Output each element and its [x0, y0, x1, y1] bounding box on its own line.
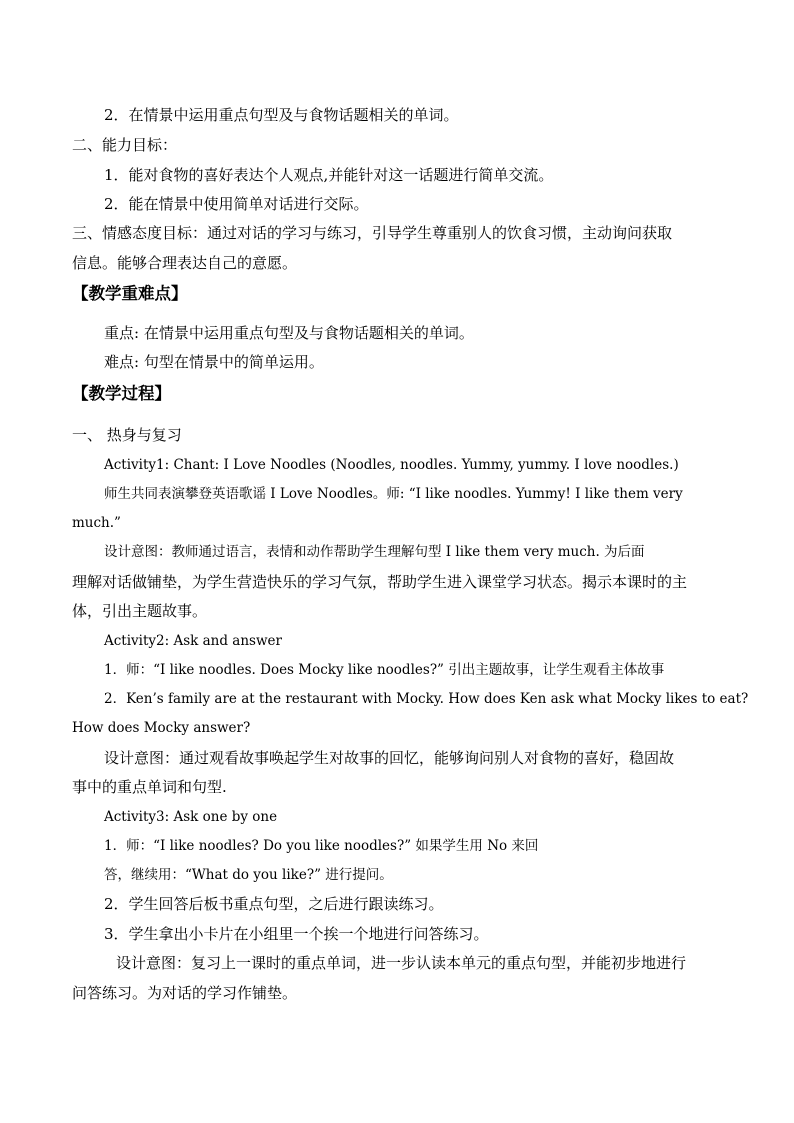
text-line: Activity2: Ask and answer	[104, 633, 282, 649]
text-line: 1．师：“I like noodles? Do you like noodles?” 如果学生用 No 来回	[104, 838, 539, 854]
text-line: much.”	[72, 515, 121, 531]
text-line: 事中的重点单词和句型.	[72, 778, 227, 796]
text-line: 3．学生拿出小卡片在小组里一个挨一个地进行问答练习。	[104, 925, 489, 943]
text-line: 2．Ken’s family are at the restaurant with Mocky. How does Ken ask what Mocky likes to eat?	[104, 691, 749, 707]
section-heading: 【教学重难点】	[72, 284, 188, 303]
section-heading: 【教学过程】	[72, 384, 171, 403]
text-line: How does Mocky answer?	[72, 720, 251, 736]
text-line: 1．师：“I like noodles. Does Mocky like noodles?” 引出主题故事，让学生观看主体故事	[104, 662, 665, 678]
text-line: 设计意图：通过观看故事唤起学生对故事的回忆，能够询问别人对食物的喜好，稳固故	[104, 749, 675, 767]
text-line: 答，继续用：“What do you like?” 进行提问。	[104, 867, 393, 883]
text-line: 体，引出主题故事。	[72, 602, 208, 620]
text-line: Activity3: Ask one by one	[104, 809, 278, 825]
text-line: 信息。能够合理表达自己的意愿。	[72, 254, 298, 272]
text-line: 难点: 句型在情景中的简单运用。	[104, 353, 324, 371]
text-line: 1．能对食物的喜好表达个人观点,并能针对这一话题进行简单交流。	[104, 166, 554, 184]
text-line: 一、 热身与复习	[72, 426, 182, 444]
text-line: 理解对话做铺垫，为学生营造快乐的学习气氛，帮助学生进入课堂学习状态。揭示本课时的主	[72, 573, 688, 591]
text-line: 问答练习。为对话的学习作铺垫。	[72, 984, 298, 1002]
text-line: 二、能力目标：	[72, 136, 178, 154]
text-line: 设计意图：教师通过语言，表情和动作帮助学生理解句型 I like them very much. 为后面	[104, 544, 645, 560]
text-line: Activity1: Chant: I Love Noodles (Noodles, noodles. Yummy, yummy. I love noodles.)	[104, 457, 679, 473]
text-line: 2．学生回答后板书重点句型，之后进行跟读练习。	[104, 895, 444, 913]
text-line: 三、情感态度目标：通过对话的学习与练习，引导学生尊重别人的饮食习惯，主动询问获取	[72, 224, 673, 242]
text-line: 重点: 在情景中运用重点句型及与食物话题相关的单词。	[104, 324, 474, 342]
text-line: 设计意图：复习上一课时的重点单词，进一步认读本单元的重点句型，并能初步地进行	[116, 954, 687, 972]
text-line: 2．能在情景中使用简单对话进行交际。	[104, 195, 369, 213]
text-line: 师生共同表演攀登英语歌谣 I Love Noodles。师: “I like noodles. Yummy! I like them very	[104, 486, 683, 502]
text-line: 2．在情景中运用重点句型及与食物话题相关的单词。	[104, 106, 459, 124]
